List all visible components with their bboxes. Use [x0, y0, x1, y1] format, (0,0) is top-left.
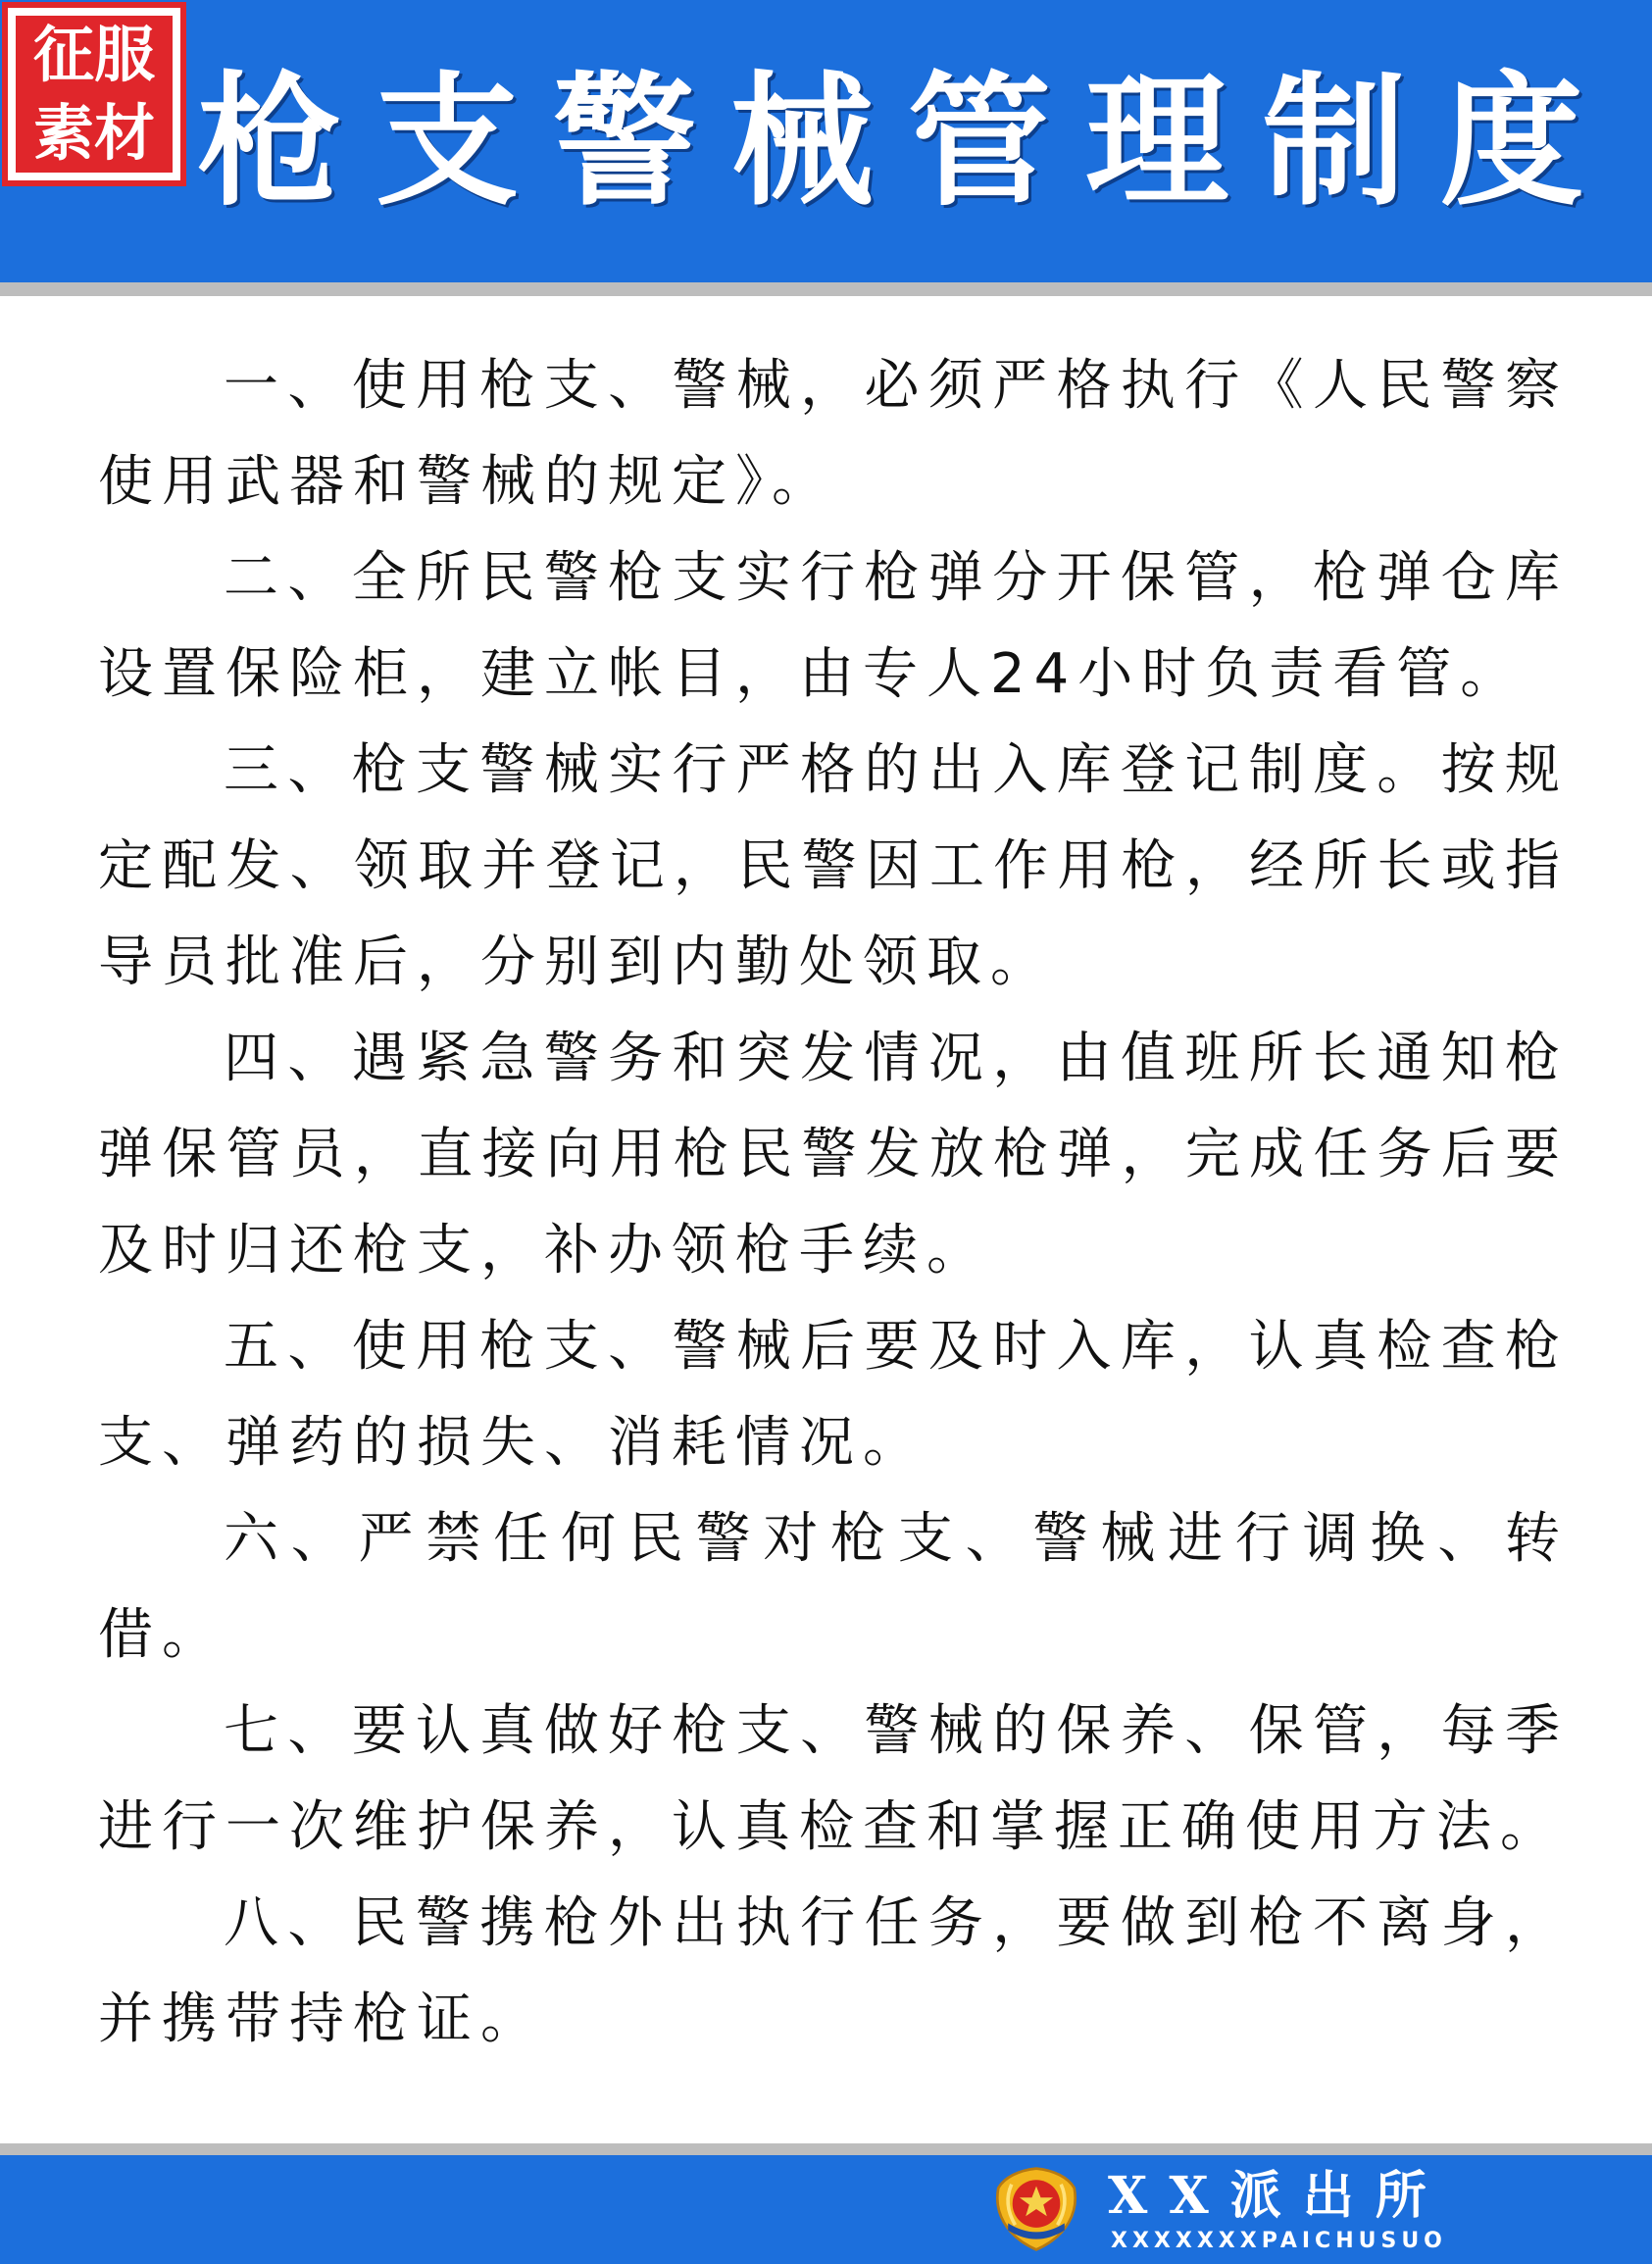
regulation-content [98, 338, 1569, 2068]
watermark-stamp-inner [16, 16, 173, 173]
stamp-line-1: 征服 [32, 19, 155, 90]
header-divider [0, 282, 1652, 296]
regulation-item-8: 八、民警携枪外出执行任务，要做到枪不离身，并携带持枪证。 [98, 1891, 1569, 2051]
regulation-item-6: 六、严禁任何民警对枪支、警械进行调换、转借。 [98, 1507, 1569, 1667]
regulation-item-1: 一、使用枪支、警械，必须严格执行《人民警察使用武器和警械的规定》。 [98, 354, 1569, 514]
police-emblem-icon [992, 2165, 1080, 2253]
regulation-item-5: 五、使用枪支、警械后要及时入库，认真检查枪支、弹药的损失、消耗情况。 [98, 1315, 1569, 1475]
page-title: 枪支警械管理制度 [198, 59, 1618, 226]
regulation-item-7: 七、要认真做好枪支、警械的保养、保管，每季进行一次维护保养，认真检查和掌握正确使用方法。 [98, 1699, 1569, 1859]
footer-divider [0, 2143, 1652, 2155]
regulation-item-2: 二、全所民警枪支实行枪弹分开保管，枪弹仓库设置保险柜，建立帐目，由专人24小时负责看管。 [98, 546, 1569, 706]
regulation-item-4: 四、遇紧急警务和突发情况，由值班所长通知枪弹保管员，直接向用枪民警发放枪弹，完成任务后要及时归还枪支，补办领枪手续。 [98, 1027, 1569, 1283]
station-pinyin: XXXXXXXPAICHUSUO [1111, 2229, 1447, 2253]
stamp-line-2: 素材 [32, 97, 155, 169]
station-name: XX派出所 [1108, 2166, 1448, 2226]
regulation-item-3: 三、枪支警械实行严格的出入库登记制度。按规定配发、领取并登记，民警因工作用枪，经所长或指导员批准后，分别到内勤处领取。 [98, 738, 1569, 994]
watermark-stamp [2, 2, 186, 186]
